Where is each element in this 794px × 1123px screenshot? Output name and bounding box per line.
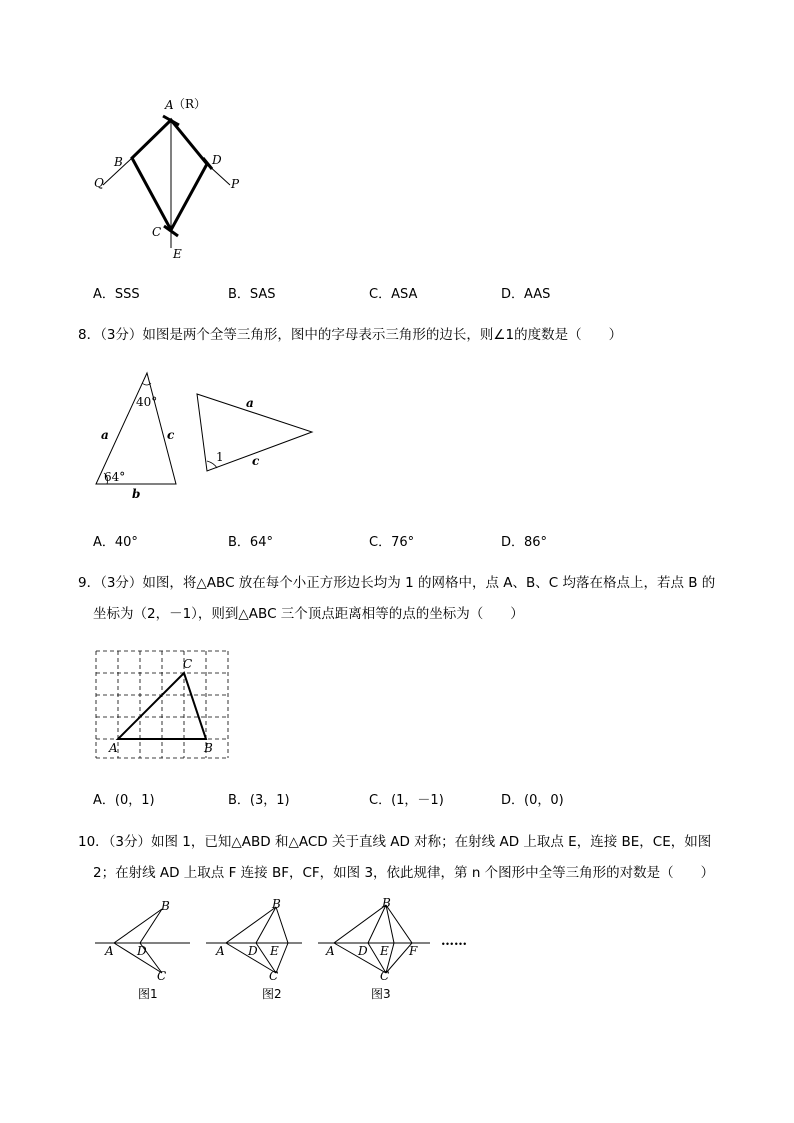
q10-fig3-label-C: C (380, 969, 390, 983)
q10-fig3-label-E: E (380, 944, 389, 958)
q8-side-a: a (101, 428, 109, 442)
q8-option-c[interactable]: C．76° (369, 535, 415, 550)
q8-option-b[interactable]: B．64° (228, 535, 273, 550)
q7-option-a[interactable]: A．SSS (93, 287, 140, 302)
q8-angle-40: 40° (136, 395, 158, 409)
q7-option-c[interactable]: C．ASA (369, 287, 418, 302)
q10-figures (90, 895, 490, 1010)
q10-caption-3: 图3 (371, 987, 391, 1001)
q9-label-C: C (183, 657, 193, 671)
q9-option-d[interactable]: D．(0，0) (501, 793, 564, 808)
q7-label-R: （R） (173, 97, 207, 111)
q8-option-d[interactable]: D．86° (501, 535, 548, 550)
q10-fig2-label-E: E (270, 944, 279, 958)
q10-fig3-label-A: A (326, 944, 335, 958)
q8-side-b: b (132, 487, 141, 501)
q8-option-a[interactable]: A．40° (93, 535, 138, 550)
q10-ellipsis: …… (441, 934, 467, 949)
q10-fig1-label-C: C (157, 969, 167, 983)
q10-fig1-label-D: D (137, 944, 147, 958)
q10-fig1-label-B: B (161, 899, 170, 913)
q8-figure (90, 365, 330, 505)
q8-side-c: c (167, 428, 175, 442)
q8-side-c2: c (252, 454, 260, 468)
q10-fig1-label-A: A (105, 944, 114, 958)
q7-label-B: B (114, 155, 123, 169)
q10-fig2-label-C: C (269, 969, 279, 983)
q8-side-a2: a (246, 396, 254, 410)
q10-caption-2: 图2 (262, 987, 282, 1001)
q7-option-d[interactable]: D．AAS (501, 287, 551, 302)
q9-text-line1: 9．（3分）如图，将△ABC 放在每个小正方形边长均为 1 的网格中，点 A、B、C 均落在格点上，若点 B 的 (78, 575, 716, 591)
q7-option-b[interactable]: B．SAS (228, 287, 276, 302)
q10-text-line2: 2；在射线 AD 上取点 F 连接 BF，CF，如图 3，依此规律，第 n 个图形中全等三角形的对数是（ ） (93, 865, 715, 881)
q7-label-P: P (231, 177, 240, 191)
q8-angle-64: 64° (104, 470, 126, 484)
q10-caption-1: 图1 (138, 987, 158, 1001)
q9-label-A: A (109, 741, 118, 755)
q10-fig3-label-F: F (409, 944, 418, 958)
q7-label-C: C (152, 225, 162, 239)
q10-text-line1: 10．（3分）如图 1，已知△ABD 和△ACD 关于直线 AD 对称；在射线 AD 上取点 E，连接 BE，CE，如图 (78, 834, 712, 850)
q7-label-D: D (212, 153, 222, 167)
q8-angle-1: 1 (216, 450, 224, 464)
q10-fig3-label-D: D (358, 944, 368, 958)
q7-label-E: E (173, 247, 182, 261)
q9-label-B: B (204, 741, 213, 755)
q7-figure (85, 90, 255, 270)
q7-label-A: A (165, 98, 174, 112)
q9-option-c[interactable]: C．(1，－1) (369, 793, 444, 808)
q9-grid-figure (90, 645, 235, 760)
q8-text: 8．（3分）如图是两个全等三角形，图中的字母表示三角形的边长，则∠1的度数是（ ） (78, 327, 623, 343)
q10-fig3-label-B: B (382, 896, 391, 910)
q10-fig2-label-A: A (216, 944, 225, 958)
q9-option-a[interactable]: A．(0，1) (93, 793, 155, 808)
q10-fig2-label-B: B (272, 897, 281, 911)
q9-option-b[interactable]: B．(3，1) (228, 793, 290, 808)
q10-fig2-label-D: D (248, 944, 258, 958)
q7-label-Q: Q (94, 176, 104, 190)
q9-text-line2: 坐标为（2，－1），则到△ABC 三个顶点距离相等的点的坐标为（ ） (93, 606, 524, 622)
